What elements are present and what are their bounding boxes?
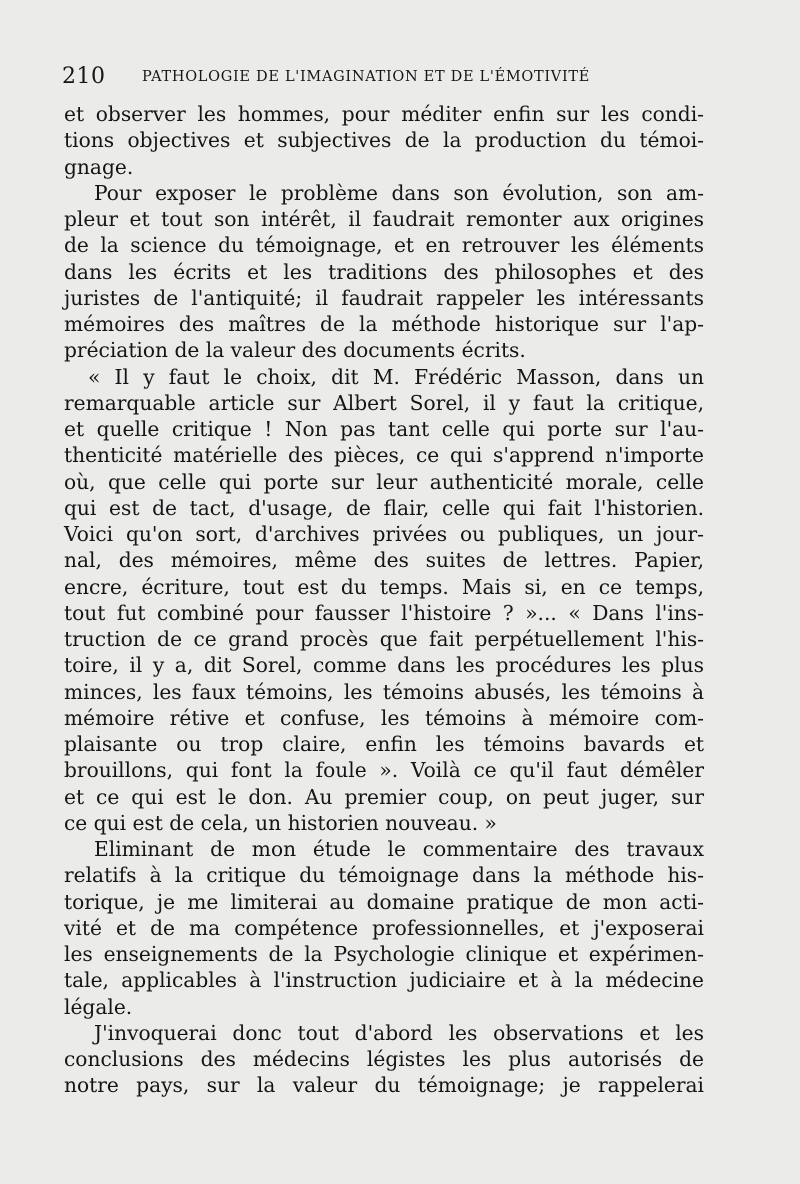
text-line: nal, des mémoires, même des suites de lettres. Papier, xyxy=(64,548,704,573)
text-line: truction de ce grand procès que fait perpétuellement l'his- xyxy=(64,627,704,651)
text-line: remarquable article sur Albert Sorel, il y faut la critique, xyxy=(64,390,704,415)
page-number: 210 xyxy=(62,64,106,89)
text-line: minces, les faux témoins, les témoins abusés, les témoins à xyxy=(64,679,704,704)
text-line: et ce qui est le don. Au premier coup, on peut juger, sur xyxy=(64,784,704,809)
text-line: plaisante ou trop claire, enfin les témoins bavards et xyxy=(64,732,704,756)
text-line: pleur et tout son intérêt, il faudrait remonter aux origines xyxy=(64,207,704,231)
text-line: Voici qu'on sort, d'archives privées ou publiques, un jour- xyxy=(64,522,704,546)
text-line: préciation de la valeur des documents écrits. xyxy=(64,338,526,363)
text-line: et quelle critique ! Non pas tant celle qui porte sur l'au- xyxy=(64,417,704,441)
text-line: brouillons, qui font la foule ». Voilà ce qu'il faut démêler xyxy=(64,758,704,783)
text-line: juristes de l'antiquité; il faudrait rappeler les intéressants xyxy=(64,285,704,310)
text-line: thenticité matérielle des pièces, ce qui s'apprend n'importe xyxy=(64,443,704,468)
text-line: notre pays, sur la valeur du témoignage; je rappelerai xyxy=(64,1073,704,1098)
text-line: ce qui est de cela, un historien nouveau. » xyxy=(64,810,497,835)
text-line: gnage. xyxy=(64,154,134,179)
text-line: dans les écrits et les traditions des philosophes et des xyxy=(64,259,704,284)
text-line: « Il y faut le choix, dit M. Frédéric Masson, dans un xyxy=(88,364,704,389)
text-line: tout fut combiné pour fausser l'histoire ? »... « Dans l'ins- xyxy=(64,600,704,625)
text-line: relatifs à la critique du témoignage dans la méthode his- xyxy=(64,863,704,888)
text-line: torique, je me limiterai au domaine pratique de mon acti- xyxy=(64,889,704,914)
text-line: conclusions des médecins légistes les plus autorisés de xyxy=(64,1047,704,1071)
text-line: J'invoquerai donc tout d'abord les observations et les xyxy=(94,1020,704,1045)
text-line: où, que celle qui porte sur leur authenticité morale, celle xyxy=(64,469,704,494)
text-line: de la science du témoignage, et en retrouver les éléments xyxy=(64,233,704,258)
text-line: mémoires des maîtres de la méthode historique sur l'ap- xyxy=(64,312,704,336)
text-line: mémoire rétive et confuse, les témoins à mémoire com- xyxy=(64,705,704,730)
text-line: les enseignements de la Psychologie clinique et expérimen- xyxy=(64,942,704,966)
text-line: Pour exposer le problème dans son évolution, son am- xyxy=(94,180,704,205)
text-line: qui est de tact, d'usage, de flair, celle qui fait l'historien. xyxy=(64,495,704,520)
text-line: légale. xyxy=(64,994,133,1019)
running-title: PATHOLOGIE DE L'IMAGINATION ET DE L'ÉMOTIVITÉ xyxy=(142,69,591,85)
text-line: tions objectives et subjectives de la production du témoi- xyxy=(64,128,704,153)
text-line: toire, il y a, dit Sorel, comme dans les procédures les plus xyxy=(64,653,704,678)
text-line: encre, écriture, tout est du temps. Mais si, en ce temps, xyxy=(64,574,704,599)
body-text xyxy=(64,101,704,1099)
text-line: vité et de ma compétence professionnelles, et j'exposerai xyxy=(64,915,704,940)
text-line: et observer les hommes, pour méditer enfin sur les condi- xyxy=(64,102,704,126)
page-header xyxy=(62,62,712,92)
text-line: Eliminant de mon étude le commentaire des travaux xyxy=(94,837,704,861)
text-line: tale, applicables à l'instruction judiciaire et à la médecine xyxy=(64,968,704,993)
